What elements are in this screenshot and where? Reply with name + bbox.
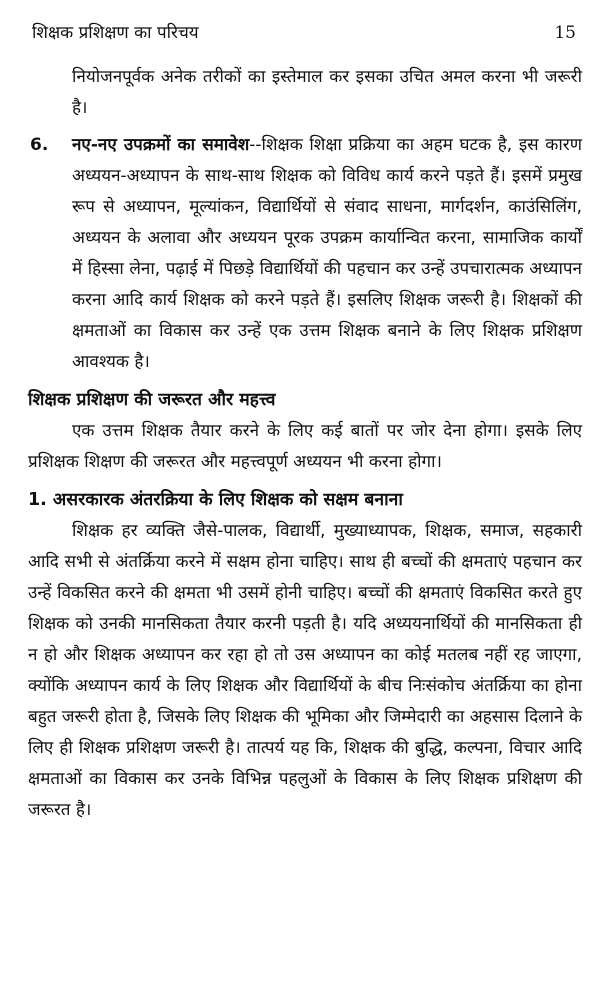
subsection-heading: 1. असरकारक अंतरक्रिया के लिए शिक्षक को सक्षम बनाना [28,490,403,510]
page-number: 15 [554,23,576,43]
running-header [0,20,600,50]
subsection-paragraph: शिक्षक हर व्यक्ति जैसे-पालक, विद्यार्थी, मुख्याध्यापक, शिक्षक, समाज, सहकारी आदि सभी से अंतर्क्रिया करने में सक्षम होना चाहिए। साथ ही बच्चों की क्षमताएं पहचान कर उन्हें विकसित करने की क्षमता भी उसमें होनी चाहिए। बच्चों की क्षमताएं विकसित करते हुए शिक्षक को उनकी मानसिकता तैयार करनी पड़ती है। यदि अध्ययनार्थियों की मानसिकता ही न हो और शिक्षक अध्यापन कर रहा हो तो उस अध्यापन का कोई मतलब नहीं रह जाएगा, क्योंकि अध्यापन कार्य के लिए शिक्षक और विद्यार्थियों के बीच निःसंकोच अंतर्क्रिया का होना बहुत जरूरी होता है, जिसके लिए शिक्षक की भूमिका और जिम्मेदारी का अहसास दिलाने के लिए ही शिक्षक प्रशिक्षण जरूरी है। तात्पर्य यह कि, शिक्षक की बुद्धि, कल्पना, विचार आदि क्षमताओं का विकास कर उनके विभिन्न पहलुओं के विकास के लिए शिक्षक प्रशिक्षण की जरूरत है। [28,521,582,820]
list-item-heading: नए-नए उपक्रमों का समावेश [72,135,250,155]
list-item-6 [28,130,582,378]
running-title: शिक्षक प्रशिक्षण का परिचय [32,23,199,43]
continuation-paragraph: नियोजनपूर्वक अनेक तरीकों का इस्तेमाल कर इसका उचित अमल करना भी जरूरी है। [72,67,582,118]
body-text [28,62,582,826]
section-intro-paragraph: एक उत्तम शिक्षक तैयार करने के लिए कई बातों पर जोर देना होगा। इसके लिए प्रशिक्षक शिक्षण की जरूरत और महत्त्वपूर्ण अध्ययन भी करना होगा। [28,421,582,472]
list-item-number: 6. [30,135,49,155]
list-item-text [72,130,582,378]
list-item-body: --शिक्षक शिक्षा प्रक्रिया का अहम घटक है, इस कारण अध्ययन-अध्यापन के साथ-साथ शिक्षक को विविध कार्य करने पड़ते हैं। इसमें प्रमुख रूप से अध्यापन, मूल्यांकन, विद्यार्थियों से संवाद साधना, मार्गदर्शन, काउंसिलिंग, अध्ययन के अलावा और अध्ययन पूरक उपक्रम कार्यान्वित करना, सामाजिक कार्यों में हिस्सा लेना, पढ़ाई में पिछड़े विद्यार्थियों की पहचान कर उन्हें उपचारात्मक अध्यापन करना आदि कार्य शिक्षक को करने पड़ते हैं। इसलिए शिक्षक जरूरी है। शिक्षकों की क्षमताओं का विकास कर उन्हें एक उत्तम शिक्षक बनाने के लिए शिक्षक प्रशिक्षण आवश्यक है। [72,135,582,372]
section-heading: शिक्षक प्रशिक्षण की जरूरत और महत्त्व [28,390,276,410]
